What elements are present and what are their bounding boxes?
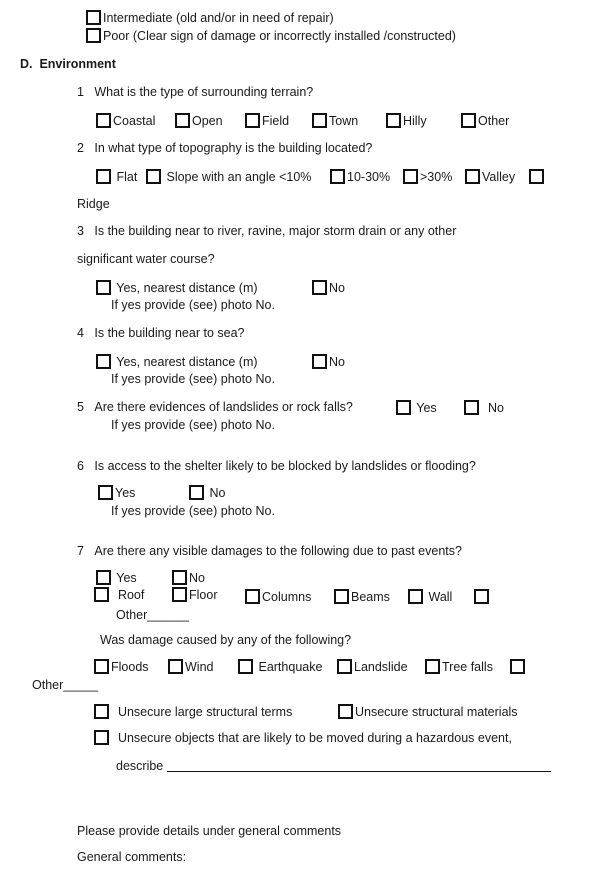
unsecure-materials[interactable]: Unsecure structural materials [338,704,518,720]
checkbox-tree-falls[interactable] [425,659,440,674]
checkbox-beams[interactable] [334,589,349,604]
q6-photo: If yes provide (see) photo No. [111,504,275,518]
checkbox-part-other[interactable] [474,589,489,604]
checkbox-wall[interactable] [408,589,423,604]
checkbox-cause-other[interactable] [510,659,525,674]
describe-row: describe [116,759,551,774]
part-columns[interactable]: Columns [245,589,311,605]
checkbox-roof[interactable] [94,587,109,602]
option-open[interactable]: Open [175,113,223,129]
checkbox-intermediate[interactable] [86,10,101,25]
question-3-line1: 3 Is the building near to river, ravine, major storm drain or any other [77,224,457,238]
part-roof[interactable]: Roof [94,587,144,603]
checkbox-unsecure-objects[interactable] [94,730,109,745]
q3-photo: If yes provide (see) photo No. [111,298,275,312]
unsecure-objects[interactable]: Unsecure objects that are likely to be moved during a hazardous event, [94,730,512,746]
q4-yes[interactable]: Yes, nearest distance (m) [96,354,258,370]
q4-no[interactable]: No [312,354,345,370]
checkbox-over-30[interactable] [403,169,418,184]
question-6: 6 Is access to the shelter likely to be blocked by landslides or flooding? [77,459,476,473]
condition-poor: Poor (Clear sign of damage or incorrectly installed /constructed) [86,28,456,44]
option-hilly[interactable]: Hilly [386,113,427,129]
question-4: 4 Is the building near to sea? [77,326,245,340]
checkbox-hilly[interactable] [386,113,401,128]
cause-landslide[interactable]: Landslide [337,659,408,675]
checkbox-floods[interactable] [94,659,109,674]
checkbox-floor[interactable] [172,587,187,602]
checkbox-other[interactable] [461,113,476,128]
section-heading: D. Environment [20,57,116,71]
question-5: 5 Are there evidences of landslides or rock falls? [77,400,353,414]
option-town[interactable]: Town [312,113,358,129]
q7-no[interactable]: No [172,570,205,586]
checkbox-wind[interactable] [168,659,183,674]
checkbox-unsecure-materials[interactable] [338,704,353,719]
checkbox-q7-yes[interactable] [96,570,111,585]
checkbox-q3-no[interactable] [312,280,327,295]
cause-wind[interactable]: Wind [168,659,213,675]
part-wall[interactable]: Wall [408,589,452,605]
q6-yes[interactable]: Yes [98,485,135,501]
checkbox-ridge[interactable] [529,169,544,184]
unsecure-terms[interactable]: Unsecure large structural terms [94,704,292,720]
checkbox-town[interactable] [312,113,327,128]
question-7: 7 Are there any visible damages to the following due to past events? [77,544,462,558]
checkbox-field[interactable] [245,113,260,128]
cause-earthquake[interactable]: Earthquake [238,659,322,675]
q6-no[interactable]: No [189,485,225,501]
checkbox-q7-no[interactable] [172,570,187,585]
describe-input-line[interactable] [167,759,551,772]
checkbox-valley[interactable] [465,169,480,184]
checkbox-coastal[interactable] [96,113,111,128]
general-comments-label: General comments: [77,850,187,864]
question-2: 2 In what type of topography is the building located? [77,141,373,155]
checkbox-flat[interactable] [96,169,111,184]
option-other[interactable]: Other [461,113,509,129]
cause-tree-falls[interactable]: Tree falls [425,659,493,675]
checkbox-q4-yes[interactable] [96,354,111,369]
checkbox-poor[interactable] [86,28,101,43]
checkbox-columns[interactable] [245,589,260,604]
part-floor[interactable]: Floor [172,587,217,603]
checkbox-earthquake[interactable] [238,659,253,674]
option-field[interactable]: Field [245,113,289,129]
option-coastal[interactable]: Coastal [96,113,155,129]
option-10-30[interactable]: 10-30% [330,169,390,185]
q5-yes[interactable]: Yes [396,400,437,416]
cause-other-checkbox[interactable] [510,659,527,675]
checkbox-slope[interactable] [146,169,161,184]
option-flat[interactable]: Flat [96,169,137,185]
option-slope[interactable]: Slope with an angle <10% [146,169,311,185]
option-over-30[interactable]: >30% [403,169,452,185]
condition-intermediate: Intermediate (old and/or in need of repair) [86,10,334,26]
checkbox-q5-no[interactable] [464,400,479,415]
checkbox-q6-yes[interactable] [98,485,113,500]
checkbox-landslide[interactable] [337,659,352,674]
checkbox-q4-no[interactable] [312,354,327,369]
q4-photo: If yes provide (see) photo No. [111,372,275,386]
part-other-label: Other______ [116,608,189,622]
part-beams[interactable]: Beams [334,589,390,605]
q5-photo: If yes provide (see) photo No. [111,418,275,432]
cause-question: Was damage caused by any of the following? [100,633,352,647]
q7-yes[interactable]: Yes [96,570,137,586]
q3-yes[interactable]: Yes, nearest distance (m) [96,280,258,296]
checkbox-open[interactable] [175,113,190,128]
option-ridge-label: Ridge [77,197,110,211]
question-1: 1 What is the type of surrounding terrain? [77,85,314,99]
question-3-line2: significant water course? [77,252,215,266]
checkbox-10-30[interactable] [330,169,345,184]
option-valley[interactable]: Valley [465,169,515,185]
checkbox-q3-yes[interactable] [96,280,111,295]
part-other-checkbox[interactable] [474,589,491,605]
q5-no[interactable]: No [464,400,504,416]
checkbox-unsecure-terms[interactable] [94,704,109,719]
option-ridge-checkbox[interactable] [529,169,546,185]
checkbox-q5-yes[interactable] [396,400,411,415]
cause-other-label: Other_____ [32,678,99,692]
cause-floods[interactable]: Floods [94,659,149,675]
checkbox-q6-no[interactable] [189,485,204,500]
q3-no[interactable]: No [312,280,345,296]
details-note: Please provide details under general comments [77,824,342,838]
